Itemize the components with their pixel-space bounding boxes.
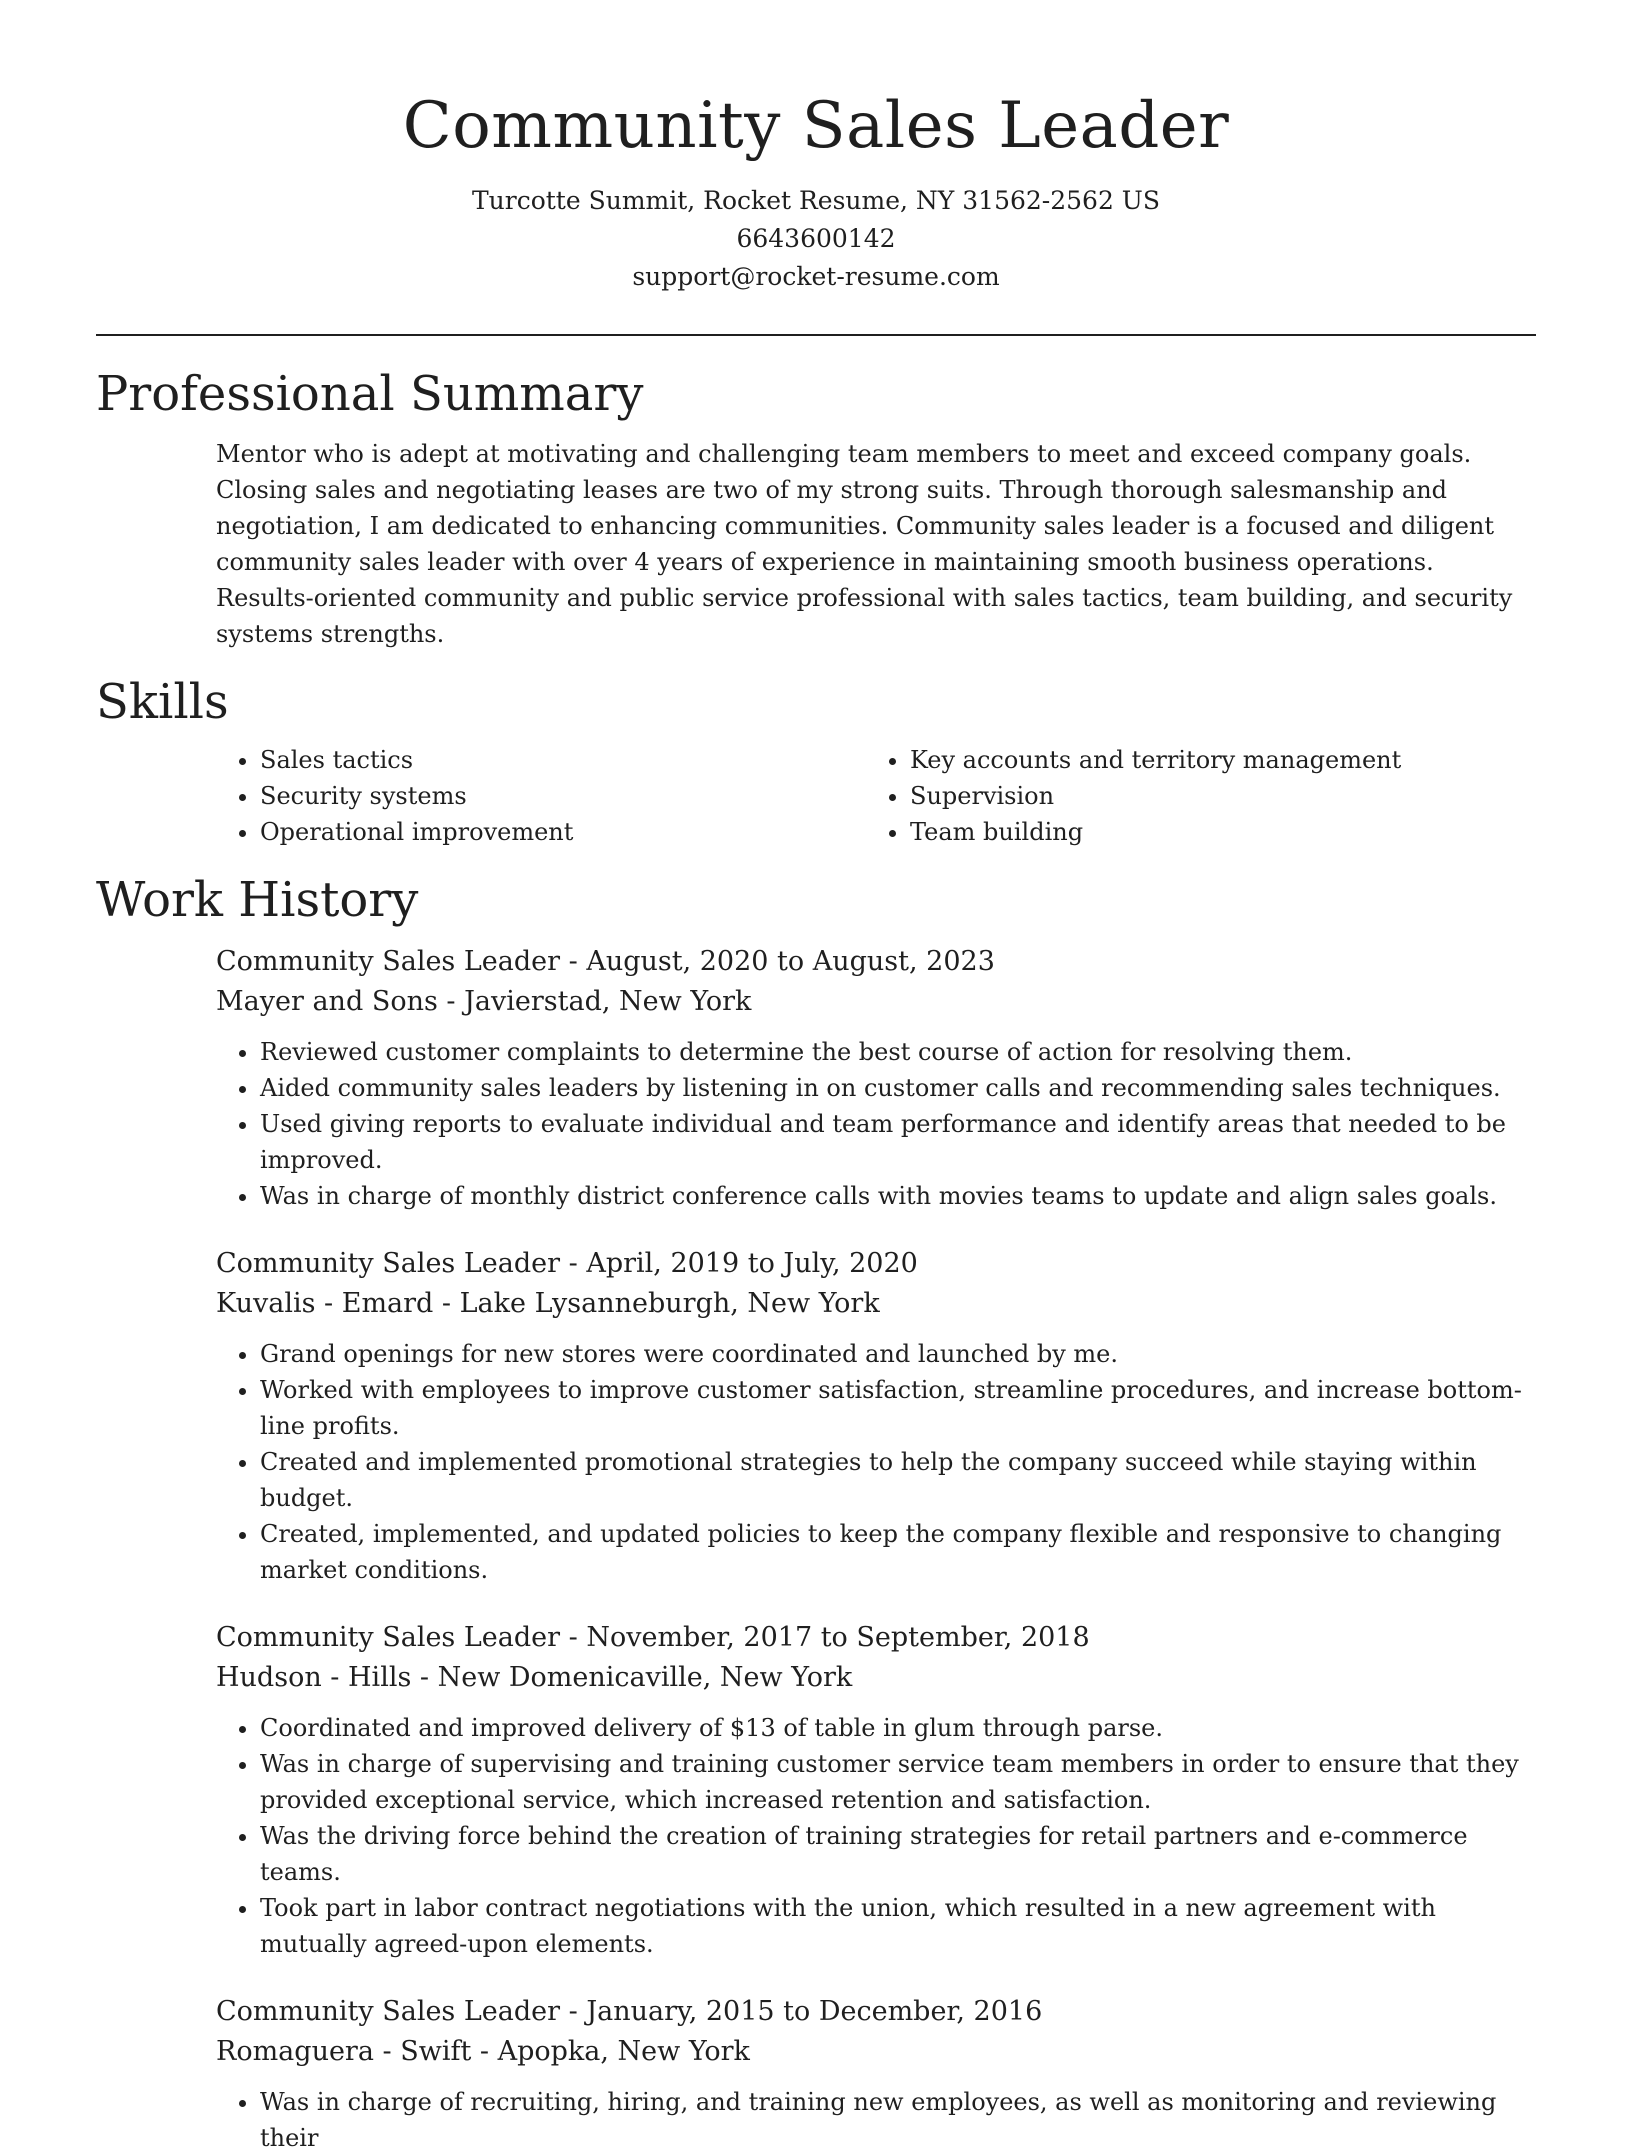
job-bullet: • Was the driving force behind the creation of training strategies for retail partners and e-commerce teams. xyxy=(260,1818,1536,1890)
skills-column-left xyxy=(216,742,866,850)
job-bullet: • Used giving reports to evaluate individual and team performance and identify areas that needed to be improved. xyxy=(260,1106,1536,1178)
job-bullet: • Aided community sales leaders by listening in on customer calls and recommending sales techniques. xyxy=(260,1070,1536,1106)
job-bullets xyxy=(216,1336,1536,1588)
job-bullets xyxy=(216,1034,1536,1214)
job-company-line: Kuvalis - Emard - Lake Lysanneburgh, New York xyxy=(216,1288,880,1319)
job-title-line: Community Sales Leader - April, 2019 to July, 2020 xyxy=(216,1248,918,1279)
job-entry xyxy=(96,942,1536,1214)
job-company-line: Mayer and Sons - Javierstad, New York xyxy=(216,986,752,1017)
candidate-name: Community Sales Leader xyxy=(402,89,1230,163)
skills-grid xyxy=(96,742,1536,850)
summary-heading: Professional Summary xyxy=(96,366,644,422)
job-company-line: Romaguera - Swift - Apopka, New York xyxy=(216,2036,750,2067)
summary-text: Mentor who is adept at motivating and challenging team members to meet and exceed company goals. Closing sales and negotiating leases are two of my strong suits. Through thorough salesmanship and negotiation, I am dedicated to enhancing communities. Community sales leader is a focused and diligent community sales leader with over 4 years of experience in maintaining smooth business operations. Results-oriented community and public service professional with sales tactics, team building, and security systems strengths. xyxy=(216,440,1513,648)
job-bullet: • Was in charge of monthly district conference calls with movies teams to update and align sales goals. xyxy=(260,1178,1536,1214)
job-bullet: • Created, implemented, and updated policies to keep the company flexible and responsive to changing market conditions. xyxy=(260,1516,1536,1588)
contact-block xyxy=(96,182,1536,296)
job-entry xyxy=(96,1992,1536,2156)
job-title-line: Community Sales Leader - August, 2020 to August, 2023 xyxy=(216,946,995,977)
job-bullet: • Reviewed customer complaints to determine the best course of action for resolving them. xyxy=(260,1034,1536,1070)
job-bullet: • Created and implemented promotional strategies to help the company succeed while staying within budget. xyxy=(260,1444,1536,1516)
skill-item: • Key accounts and territory management xyxy=(910,742,1516,778)
job-title-line: Community Sales Leader - November, 2017 to September, 2018 xyxy=(216,1622,1090,1653)
skill-item: • Sales tactics xyxy=(260,742,866,778)
job-entry xyxy=(96,1618,1536,1962)
skills-section xyxy=(96,672,1536,850)
job-bullet: • Coordinated and improved delivery of $13 of table in glum through parse. xyxy=(260,1710,1536,1746)
work-history-section xyxy=(96,870,1536,2156)
skill-item: • Supervision xyxy=(910,778,1516,814)
job-bullets xyxy=(216,1710,1536,1962)
skill-item: • Security systems xyxy=(260,778,866,814)
resume-header xyxy=(96,0,1536,296)
job-bullet: • Was in charge of supervising and training customer service team members in order to ensure that they provided exceptional service, which increased retention and satisfaction. xyxy=(260,1746,1536,1818)
work-history-heading: Work History xyxy=(96,872,419,928)
job-title-line: Community Sales Leader - January, 2015 to December, 2016 xyxy=(216,1996,1043,2027)
job-bullet: • Was in charge of recruiting, hiring, and training new employees, as well as monitoring and reviewing their xyxy=(260,2084,1536,2156)
job-bullets xyxy=(216,2084,1536,2156)
contact-address: Turcotte Summit, Rocket Resume, NY 31562-2562 US xyxy=(471,186,1160,215)
job-bullet: • Grand openings for new stores were coordinated and launched by me. xyxy=(260,1336,1536,1372)
contact-email: support@rocket-resume.com xyxy=(632,262,1000,291)
summary-section xyxy=(96,364,1536,652)
header-divider xyxy=(96,334,1536,336)
contact-phone: 6643600142 xyxy=(736,224,896,253)
job-bullet: • Took part in labor contract negotiations with the union, which resulted in a new agreement with mutually agreed-upon elements. xyxy=(260,1890,1536,1962)
skill-item: • Team building xyxy=(910,814,1516,850)
job-bullet: • Worked with employees to improve customer satisfaction, streamline procedures, and increase bottom-line profits. xyxy=(260,1372,1536,1444)
job-entry xyxy=(96,1244,1536,1588)
job-company-line: Hudson - Hills - New Domenicaville, New York xyxy=(216,1662,853,1693)
skills-column-right xyxy=(866,742,1516,850)
skills-heading: Skills xyxy=(96,674,229,730)
skill-item: • Operational improvement xyxy=(260,814,866,850)
